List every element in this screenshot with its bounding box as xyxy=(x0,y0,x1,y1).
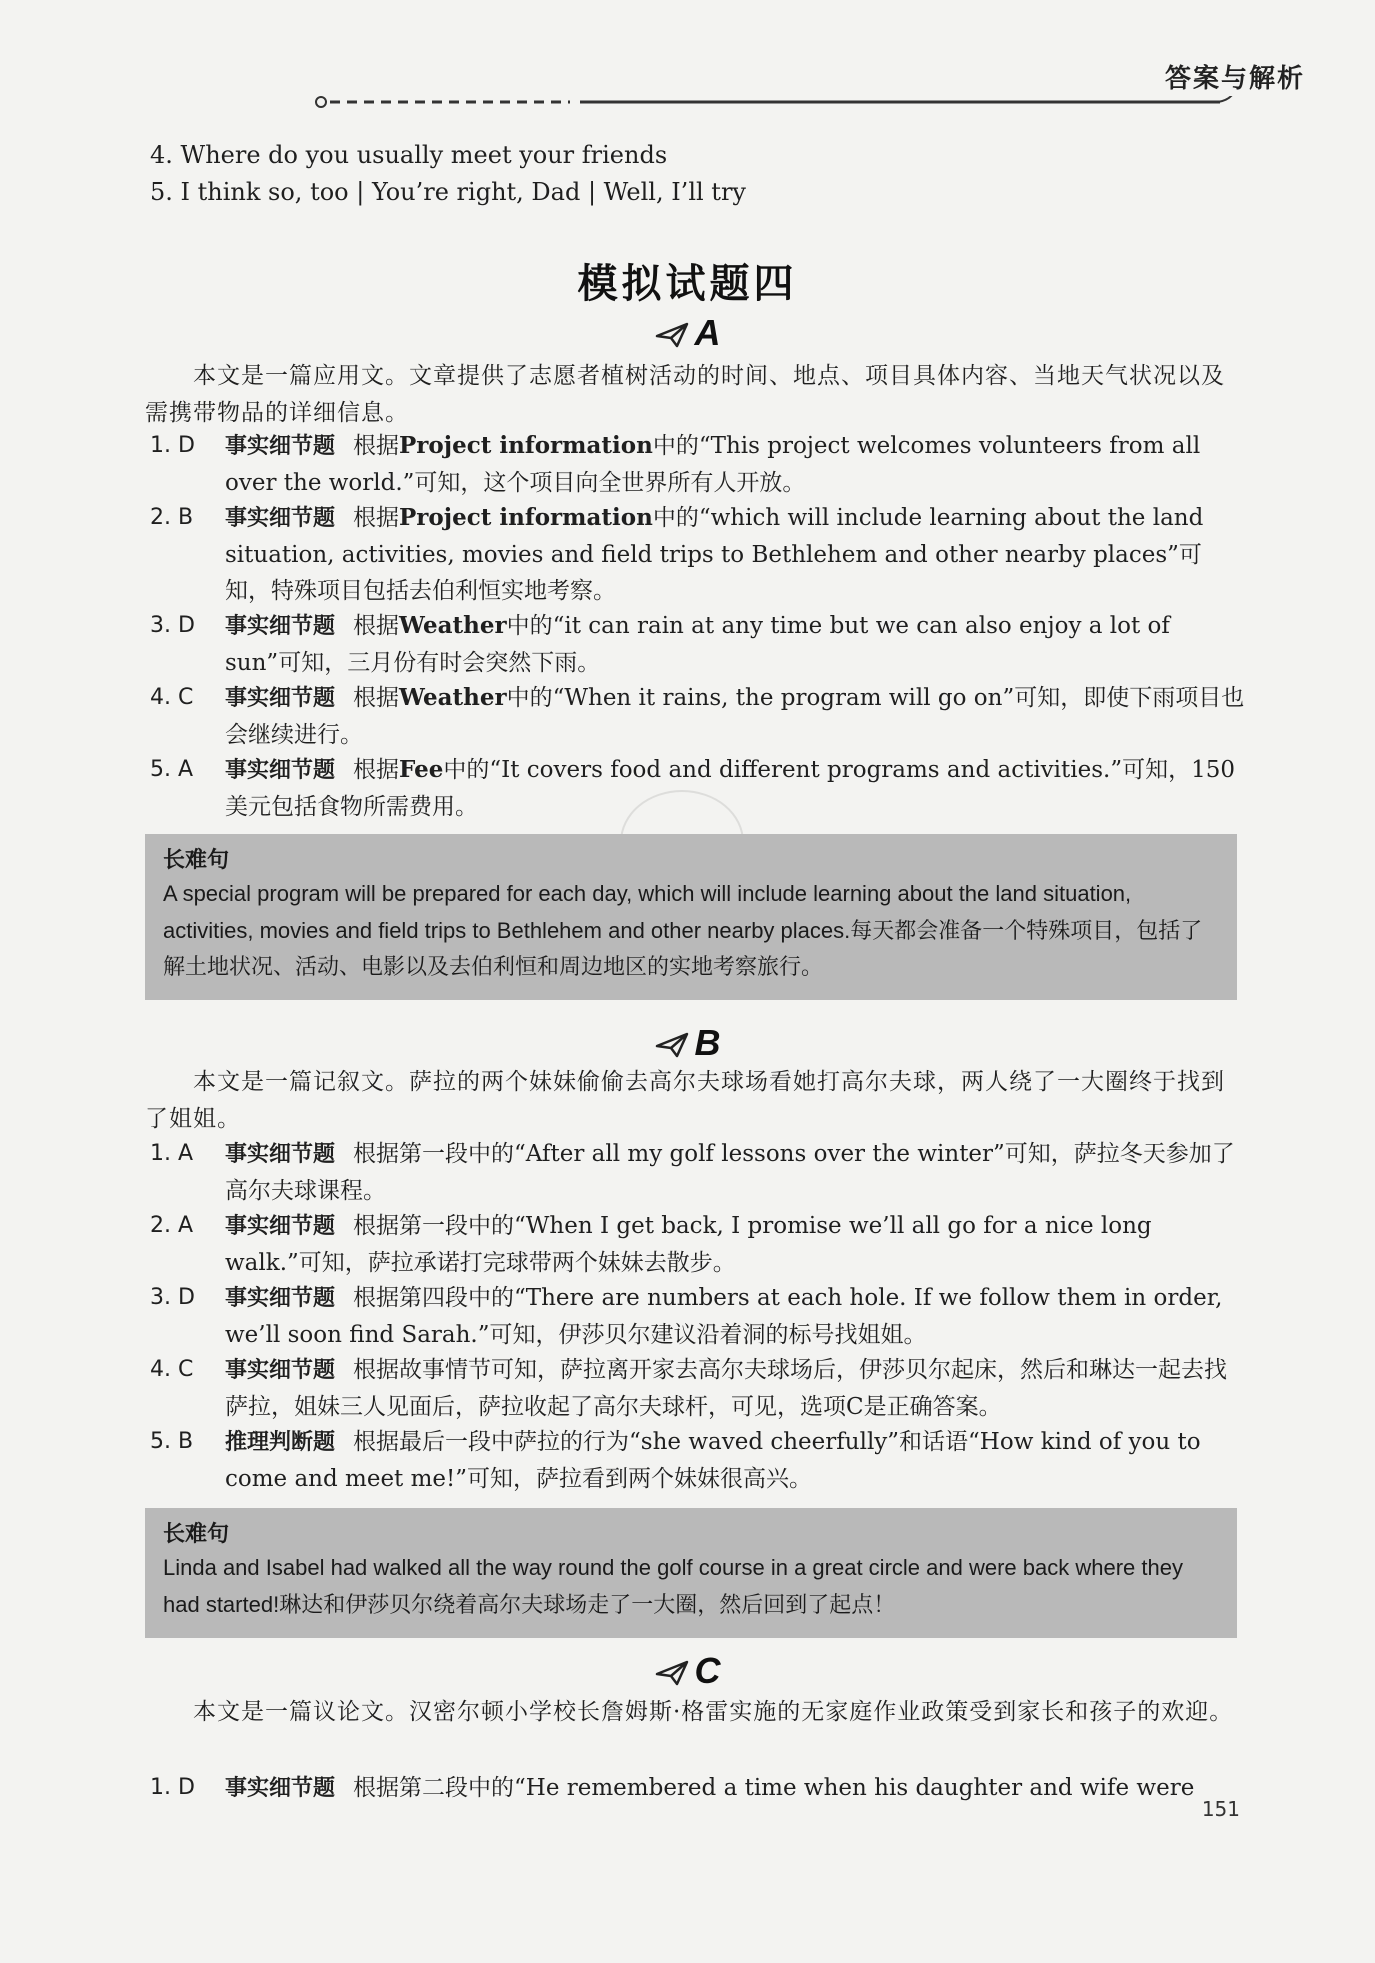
box-chinese: 琳达和伊莎贝尔绕着高尔夫球场走了一大圈，然后回到了起点！ xyxy=(279,1593,896,1618)
part-a-question-2: 2. B 事实细节题 根据Project information中的“which will include learning about the land situation, activities, movies and field trips to Bethlehem and other nearby places”可知，特殊项目包括去伯利恒实地考察。 xyxy=(150,504,1204,604)
prev-line-4: 4. Where do you usually meet your friends xyxy=(150,141,668,169)
part-b-question-5: 5. B 推理判断题 根据最后一段中萨拉的行为“she waved cheerfully”和话语“How kind of you to come and meet me!”可知，萨拉看到两个妹妹很高兴。 xyxy=(150,1429,1201,1492)
prev-line-5: 5. I think so, too | You’re right, Dad | Well, I’ll try xyxy=(150,178,746,206)
part-a-question-5: 5. A 事实细节题 根据Fee中的“It covers food and different programs and activities.”可知，150美元包括食物所需费用。 xyxy=(150,756,1236,820)
part-b-question-3: 3. D 事实细节题 根据第四段中的“There are numbers at each hole. If we follow them in order, we’ll soon find Sarah.”可知，伊莎贝尔建议沿着洞的标号找姐姐。 xyxy=(150,1285,1223,1348)
paper-plane-icon xyxy=(655,1660,689,1686)
part-b-long-sentence-box xyxy=(145,1508,1237,1638)
box-english: Linda and Isabel had walked all the way round the golf course in a great circle and were back where they had started! xyxy=(163,1555,1183,1617)
box-heading: 长难句 xyxy=(163,848,230,873)
part-b-heading: B xyxy=(0,1022,1375,1064)
part-a-heading: A xyxy=(0,312,1375,354)
header-rule xyxy=(300,96,1240,112)
part-c-question-1: 1. D 事实细节题 根据第二段中的“He remembered a time when his daughter and wife were xyxy=(150,1775,1195,1801)
part-a-intro: 本文是一篇应用文。文章提供了志愿者植树活动的时间、地点、项目具体内容、当地天气状况以及需携带物品的详细信息。 xyxy=(145,363,1225,426)
part-a-question-4: 4. C 事实细节题 根据Weather中的“When it rains, the program will go on”可知，即使下雨项目也会继续进行。 xyxy=(150,684,1245,748)
section-title: 模拟试题四 xyxy=(577,261,798,307)
paper-plane-icon xyxy=(655,322,689,348)
part-a-question-3: 3. D 事实细节题 根据Weather中的“it can rain at any time but we can also enjoy a lot of sun”可知，三月份有时会突然下雨。 xyxy=(150,612,1170,676)
box-heading: 长难句 xyxy=(163,1522,230,1547)
box-chinese: 每天都会准备一个特殊项目，包括了解土地状况、活动、电影以及去伯利恒和周边地区的实地考察旅行。 xyxy=(163,919,1203,980)
part-c-heading: C xyxy=(0,1650,1375,1692)
paper-plane-icon xyxy=(655,1032,689,1058)
part-b-question-4: 4. C 事实细节题 根据故事情节可知，萨拉离开家去高尔夫球场后，伊莎贝尔起床，然后和琳达一起去找萨拉，姐妹三人见面后，萨拉收起了高尔夫球杆，可见，选项C是正确答案。 xyxy=(150,1357,1228,1420)
part-c-intro: 本文是一篇议论文。汉密尔顿小学校长詹姆斯·格雷实施的无家庭作业政策受到家长和孩子的欢迎。 xyxy=(193,1699,1234,1725)
part-b-question-2: 2. A 事实细节题 根据第一段中的“When I get back, I promise we’ll all go for a nice long walk.”可知，萨拉承诺打完球带两个妹妹去散步。 xyxy=(150,1213,1152,1276)
page-number: 151 xyxy=(1201,1797,1240,1821)
part-b-intro: 本文是一篇记叙文。萨拉的两个妹妹偷偷去高尔夫球场看她打高尔夫球，两人绕了一大圈终于找到了姐姐。 xyxy=(145,1069,1225,1132)
part-a-long-sentence-box xyxy=(145,834,1237,1000)
box-english: A special program will be prepared for each day, which will include learning about the land situation, activities, movies and field trips to Bethlehem and other nearby places. xyxy=(163,881,1132,943)
part-a-question-1: 1. D 事实细节题 根据Project information中的“This project welcomes volunteers from all over the world.”可知，这个项目向全世界所有人开放。 xyxy=(150,432,1201,496)
part-b-question-1: 1. A 事实细节题 根据第一段中的“After all my golf lessons over the winter”可知，萨拉冬天参加了高尔夫球课程。 xyxy=(150,1141,1235,1204)
header-title: 答案与解析 xyxy=(1164,64,1305,94)
